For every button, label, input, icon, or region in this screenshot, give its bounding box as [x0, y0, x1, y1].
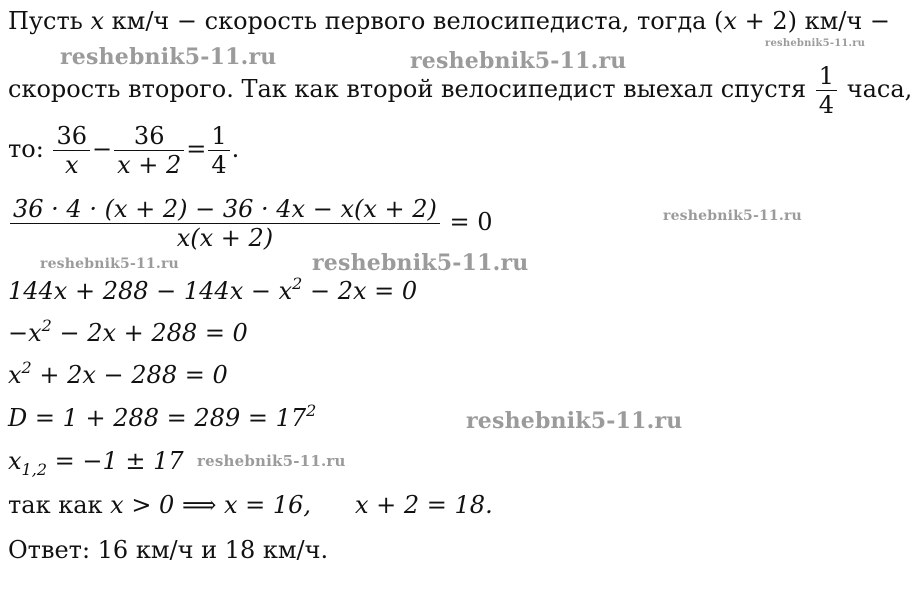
equation-text: + 2x − 288 = 0: [31, 361, 228, 389]
equals-sign: =: [186, 135, 207, 163]
text-segment: Пусть: [8, 7, 91, 35]
watermark: reshebnik5-11.ru: [765, 38, 866, 49]
period: .: [231, 135, 240, 163]
line-8: [8, 403, 316, 433]
fraction-numerator: 36: [56, 122, 87, 150]
text-segment: + 2) км/ч −: [736, 7, 890, 35]
equation-text: 144x + 288 − 144x − x: [8, 277, 293, 305]
line-4: [8, 195, 493, 252]
fraction-numerator: 1: [818, 62, 835, 90]
variable-x: x: [90, 7, 105, 35]
fraction-denominator: 4: [211, 151, 227, 179]
exponent: 2: [21, 358, 32, 377]
line-1: [8, 6, 890, 36]
fraction-combined: [10, 195, 440, 252]
fraction-quarter: [816, 62, 837, 119]
equation-text: x: [8, 447, 22, 475]
equation-text: x: [8, 361, 22, 389]
fraction-denominator: x + 2: [117, 151, 182, 179]
text-segment: так как: [8, 491, 111, 519]
watermark: reshebnik5-11.ru: [466, 408, 683, 434]
equation-text: − 2x = 0: [302, 277, 418, 305]
exponent: 2: [41, 316, 52, 335]
minus-sign: −: [92, 135, 113, 163]
exponent: 2: [306, 401, 317, 420]
answer-line: [8, 535, 328, 565]
fraction-denominator: x(x + 2): [176, 224, 274, 252]
watermark: reshebnik5-11.ru: [410, 48, 627, 74]
text-segment: то:: [8, 135, 44, 163]
condition-text: x > 0 ⟹ x = 16,: [110, 491, 312, 519]
watermark: reshebnik5-11.ru: [60, 44, 277, 70]
fraction-numerator: 36 · 4 · (x + 2) − 36 · 4x − x(x + 2): [13, 195, 437, 223]
watermark: reshebnik5-11.ru: [312, 250, 529, 276]
fraction-36-over-x-plus-2: [114, 122, 184, 179]
line-5: [8, 276, 417, 306]
equals-zero: = 0: [449, 208, 493, 236]
watermark: reshebnik5-11.ru: [197, 452, 346, 470]
line-10-result: [355, 490, 493, 520]
result-text: x + 2 = 18.: [355, 491, 493, 519]
subscript: 1,2: [21, 460, 47, 479]
discriminant-text: D = 1 + 288 = 289 = 17: [8, 404, 307, 432]
equation-text: −x: [8, 319, 42, 347]
answer-text: Ответ: 16 км/ч и 18 км/ч.: [8, 536, 329, 564]
watermark: reshebnik5-11.ru: [40, 256, 179, 272]
text-segment: км/ч − скорость первого велосипедиста, тогда (: [104, 7, 724, 35]
text-segment: часа,: [846, 75, 912, 103]
variable-x: x: [723, 7, 737, 35]
line-9: [8, 446, 184, 479]
line-3: [8, 122, 239, 179]
equation-text: = −1 ± 17: [47, 447, 184, 475]
fraction-36-over-x: [53, 122, 90, 179]
fraction-numerator: 1: [211, 122, 227, 150]
fraction-denominator: x: [64, 151, 79, 179]
text-segment: скорость второго. Так как второй велосипедист выехал спустя: [8, 75, 807, 103]
equation-text: − 2x + 288 = 0: [51, 319, 248, 347]
line-10: [8, 490, 311, 520]
exponent: 2: [292, 274, 303, 293]
fraction-denominator: 4: [818, 91, 835, 119]
line-6: [8, 318, 248, 348]
line-7: [8, 360, 228, 390]
watermark: reshebnik5-11.ru: [663, 208, 802, 224]
fraction-quarter: [208, 122, 229, 179]
fraction-numerator: 36: [133, 122, 165, 150]
